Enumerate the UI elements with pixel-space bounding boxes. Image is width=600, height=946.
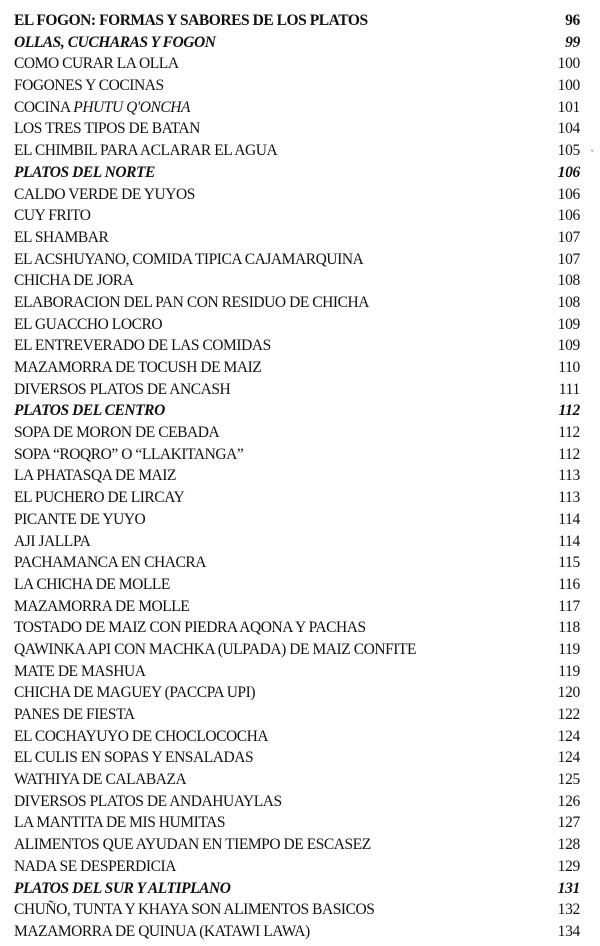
toc-entry (14, 552, 580, 574)
toc-entry-title (14, 140, 277, 162)
toc-entry-title-text: PACHAMANCA EN CHACRA (14, 554, 206, 572)
toc-entry-title (14, 32, 216, 54)
toc-entry (14, 205, 580, 227)
toc-entry-title-text: EL SHAMBAR (14, 228, 109, 246)
toc-entry-title (14, 574, 170, 596)
toc-entry (14, 509, 580, 531)
toc-entry-title-text: DIVERSOS PLATOS DE ANCASH (14, 380, 231, 398)
toc-entry-title (14, 205, 90, 227)
toc-entry-title (14, 878, 231, 900)
toc-page-number: 129 (557, 857, 580, 875)
toc-entry (14, 856, 580, 878)
toc-entry-title (14, 617, 366, 639)
toc-entry-title-text: COMO CURAR LA OLLA (14, 55, 179, 73)
toc-entry-title (14, 400, 165, 422)
toc-entry-title-text: EL COCHAYUYO DE CHOCLOCOCHA (14, 727, 269, 745)
toc-entry-title-text: LA MANTITA DE MIS HUMITAS (14, 814, 226, 832)
toc-entry-title (14, 531, 90, 553)
toc-entry-title-text: COCINA (14, 98, 74, 116)
toc-entry-title-text: PANES DE FIESTA (14, 706, 135, 723)
toc-entry (14, 292, 580, 314)
toc-section-heading (14, 878, 580, 900)
toc-entry-title-text: CHUÑO, TUNTA Y KHAYA SON ALIMENTOS BASICOS (14, 901, 375, 919)
toc-entry-title (14, 921, 310, 943)
toc-entry-title-text: FOGONES Y COCINAS (14, 77, 164, 95)
toc-page-number: 112 (558, 402, 580, 420)
toc-entry (14, 249, 580, 271)
toc-entry-title (14, 552, 206, 574)
toc-page-number: 109 (557, 337, 580, 355)
toc-entry-title (14, 184, 195, 206)
toc-entry (14, 574, 580, 596)
toc-page-number: 126 (557, 792, 580, 810)
toc-entry (14, 379, 580, 401)
toc-entry-title (14, 661, 145, 683)
toc-entry (14, 118, 580, 140)
toc-entry-title-text: PLATOS DEL SUR Y ALTIPLANO (14, 879, 231, 897)
toc-page-number: 134 (557, 922, 580, 940)
toc-entry (14, 314, 580, 336)
toc-entry (14, 227, 580, 249)
toc-section-heading (14, 400, 580, 422)
toc-entry (14, 140, 580, 162)
toc-page-number: 118 (558, 619, 580, 637)
toc-page-number: 116 (558, 575, 580, 593)
toc-page-number: 125 (557, 771, 580, 789)
toc-entry (14, 617, 580, 639)
toc-page-number: 112 (558, 445, 580, 463)
toc-entry (14, 661, 580, 683)
toc-entry (14, 769, 580, 791)
toc-page-number: 119 (558, 662, 580, 680)
toc-entry (14, 335, 580, 357)
toc-entry-title-text: EL FOGON: FORMAS Y SABORES DE LOS PLATOS (14, 12, 368, 29)
toc-entry-title-text: EL GUACCHO LOCRO (14, 315, 163, 333)
toc-entry-title (14, 75, 164, 97)
toc-entry-title (14, 379, 230, 401)
toc-page-number: 114 (558, 532, 580, 550)
toc-entry-title-text: TOSTADO DE MAIZ CON PIEDRA AQONA Y PACHAS (14, 619, 366, 637)
toc-entry-title-text: EL ENTREVERADO DE LAS COMIDAS (14, 337, 271, 355)
toc-entry-title-text: SOPA “ROQRO” O “LLAKITANGA” (14, 445, 244, 463)
toc-entry-title-text: PLATOS DEL CENTRO (14, 402, 165, 420)
toc-page-number: 101 (557, 98, 580, 116)
toc-entry-title-text: QAWINKA API CON MACHKA (ULPADA) DE MAIZ CONFITE (14, 640, 416, 658)
toc-entry (14, 704, 580, 726)
toc-entry-title-text: LA CHICHA DE MOLLE (14, 575, 170, 593)
toc-entry-title-text: CALDO VERDE DE YUYOS (14, 185, 195, 203)
toc-entry-title (14, 53, 179, 75)
toc-page-number: 114 (558, 510, 580, 528)
toc-entry-title (14, 899, 374, 921)
toc-entry (14, 531, 580, 553)
toc-entry (14, 53, 580, 75)
toc-page-number: 128 (557, 836, 580, 854)
toc-entry-title (14, 270, 133, 292)
toc-page-number: 106 (557, 163, 580, 181)
toc-entry-title-text: PLATOS DEL NORTE (14, 163, 155, 181)
toc-entry-title-text: CHICHA DE JORA (14, 272, 134, 290)
toc-page-number: 132 (557, 901, 580, 919)
toc-entry-title-text: SOPA DE MORON DE CEBADA (14, 424, 220, 442)
toc-page-number: 108 (557, 272, 580, 290)
toc-entry-title-text: MATE DE MASHUA (14, 662, 146, 680)
toc-page-number: 109 (557, 315, 580, 333)
toc-entry-title-text: AJI JALLPA (14, 532, 91, 550)
toc-entry-title (14, 856, 176, 878)
toc-entry-title (14, 227, 108, 249)
toc-entry (14, 357, 580, 379)
toc-entry-title (14, 465, 176, 487)
toc-page-number: 105 (557, 142, 580, 160)
toc-page-number: 110 (558, 359, 580, 376)
toc-entry-title (14, 10, 368, 32)
toc-page-number: 124 (557, 727, 580, 745)
toc-section-heading (14, 32, 580, 54)
toc-entry (14, 726, 580, 748)
toc-entry-title-text: MAZAMORRA DE QUINUA (KATAWI LAWA) (14, 922, 310, 940)
toc-page-number: 127 (557, 814, 580, 832)
toc-entry-title (14, 834, 371, 856)
toc-page-number: 99 (565, 33, 580, 51)
toc-entry (14, 465, 580, 487)
toc-entry-title-italic: PHUTU Q'ONCHA (73, 98, 191, 116)
toc-entry-title (14, 162, 155, 184)
toc-entry-title-text: DIVERSOS PLATOS DE ANDAHUAYLAS (14, 792, 282, 810)
toc-entry-title (14, 118, 200, 140)
toc-entry (14, 75, 580, 97)
toc-entry-title-text: EL CULIS EN SOPAS Y ENSALADAS (14, 749, 254, 767)
toc-entry-title (14, 769, 186, 791)
toc-page-number: 107 (557, 228, 580, 246)
toc-entry-title-text: PICANTE DE YUYO (14, 510, 146, 528)
toc-entry (14, 487, 580, 509)
toc-page-number: 96 (565, 12, 580, 29)
toc-entry-title-text: MAZAMORRA DE MOLLE (14, 597, 190, 615)
toc-entry (14, 270, 580, 292)
toc-entry-title-text: OLLAS, CUCHARAS Y FOGON (14, 33, 216, 51)
toc-entry-title (14, 682, 255, 704)
toc-section-heading (14, 162, 580, 184)
toc-page-number: 106 (557, 207, 580, 225)
toc-entry-title (14, 97, 190, 119)
toc-entry-title (14, 726, 268, 748)
toc-entry (14, 747, 580, 769)
toc-entry-title (14, 422, 219, 444)
toc-page-number: 115 (558, 554, 580, 572)
toc-page-number: 100 (557, 55, 580, 73)
toc-entry-title (14, 487, 184, 509)
toc-entry-title (14, 704, 135, 726)
toc-entry (14, 639, 580, 661)
toc-entry (14, 184, 580, 206)
toc-entry (14, 921, 580, 943)
toc-entry-title-text: EL CHIMBIL PARA ACLARAR EL AGUA (14, 142, 278, 160)
toc-page-number: 108 (557, 293, 580, 311)
toc-page-number: 104 (557, 120, 580, 138)
toc-entry-title-text: EL ACSHUYANO, COMIDA TIPICA CAJAMARQUINA (14, 250, 364, 268)
toc-entry-title (14, 444, 243, 466)
toc-entry-title-text: WATHIYA DE CALABAZA (14, 771, 187, 789)
toc-chapter-heading (14, 10, 580, 32)
toc-entry-title (14, 357, 261, 379)
toc-page-number: 122 (557, 706, 580, 723)
toc-entry-title-text: ELABORACION DEL PAN CON RESIDUO DE CHICHA (14, 293, 369, 311)
toc-page-number: 111 (558, 380, 580, 398)
toc-entry (14, 422, 580, 444)
toc-page-number: 112 (558, 424, 580, 442)
toc-entry-title (14, 747, 253, 769)
toc-page-number: 120 (557, 684, 580, 702)
toc-entry (14, 899, 580, 921)
toc-entry (14, 444, 580, 466)
toc-entry-title (14, 509, 145, 531)
scan-speck: ˇ (590, 150, 595, 160)
toc-entry-title (14, 292, 369, 314)
toc-page-number: 113 (558, 467, 580, 485)
toc-entry (14, 834, 580, 856)
toc-page-number: 100 (557, 77, 580, 95)
toc-entry-title-text: MAZAMORRA DE TOCUSH DE MAIZ (14, 359, 262, 376)
toc-entry-title-text: ALIMENTOS QUE AYUDAN EN TIEMPO DE ESCASEZ (14, 836, 371, 854)
toc-entry-title-text: CUY FRITO (14, 207, 91, 225)
toc-page-number: 119 (558, 640, 580, 658)
toc-page-number: 106 (557, 185, 580, 203)
toc-page-number: 117 (558, 597, 580, 615)
toc-page-number: 113 (558, 489, 580, 507)
table-of-contents (14, 10, 580, 943)
toc-entry (14, 596, 580, 618)
toc-page-number: 124 (557, 749, 580, 767)
toc-entry-title (14, 812, 225, 834)
toc-page-number: 107 (557, 250, 580, 268)
toc-entry-title (14, 335, 271, 357)
toc-entry-title (14, 791, 282, 813)
toc-entry-title (14, 639, 416, 661)
toc-page-number: 131 (557, 879, 580, 897)
toc-entry (14, 812, 580, 834)
toc-entry (14, 682, 580, 704)
toc-entry-title-text: LA PHATASQA DE MAIZ (14, 467, 177, 485)
toc-entry-title (14, 596, 189, 618)
toc-entry (14, 97, 580, 119)
toc-entry (14, 791, 580, 813)
toc-entry-title-text: LOS TRES TIPOS DE BATAN (14, 120, 200, 138)
toc-entry-title-text: EL PUCHERO DE LIRCAY (14, 489, 185, 507)
toc-entry-title (14, 249, 363, 271)
toc-entry-title-text: NADA SE DESPERDICIA (14, 857, 176, 875)
toc-entry-title-text: CHICHA DE MAGUEY (PACCPA UPI) (14, 684, 256, 702)
toc-entry-title (14, 314, 162, 336)
